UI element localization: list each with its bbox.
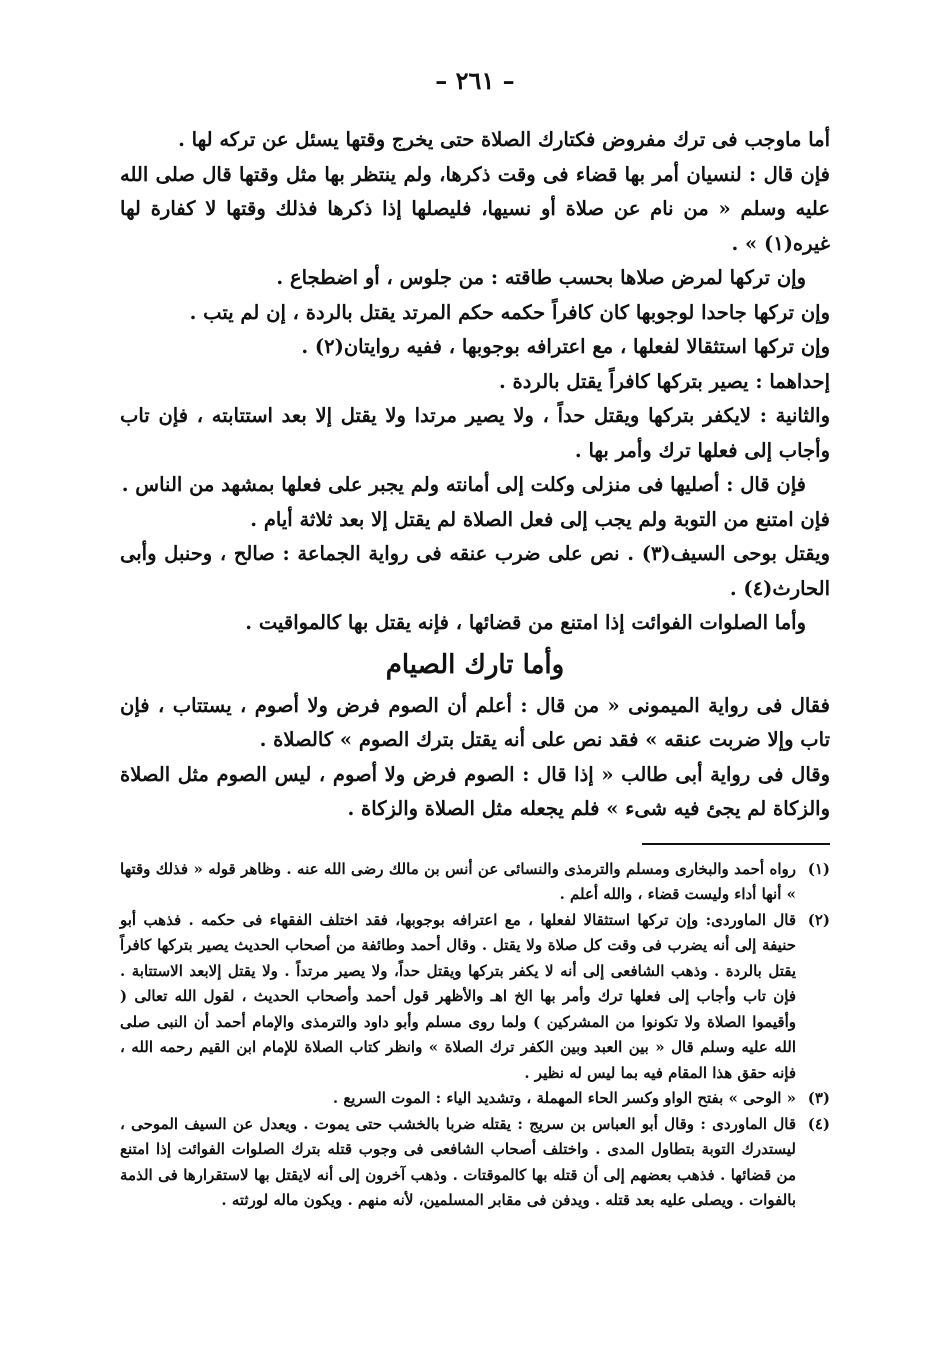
- paragraph: ويقتل بوحى السيف(٣) . نص على ضرب عنقه فى رواية الجماعة : صالح ، وحنبل وأبى الحارث(٤) .: [120, 542, 830, 600]
- page-number: – ٢٦١ –: [435, 66, 515, 95]
- paragraph: وأما الصلوات الفوائت إذا امتنع من قضائها ، فإنه يقتل بها كالمواقيت .: [245, 611, 806, 634]
- paragraph: وإن تركها استثقالا لفعلها ، مع اعترافه بوجوبها ، ففيه روايتان(٢) .: [301, 335, 830, 358]
- footnote: [120, 1112, 830, 1214]
- paragraph: إحداهما : يصير بتركها كافراً يقتل بالردة .: [498, 369, 830, 393]
- paragraph: فإن قال : لنسيان أمر بها قضاء فى وقت ذكرها، ولم ينتظر بها مثل وقتها قال صلى الله عليه وسلم « من نام عن صلاة أو نسيها، فليصلها إذا ذكرها فذلك وقتها لا كفارة لها غيره(١) » .: [120, 162, 830, 255]
- footnote-divider: [642, 843, 830, 845]
- footnote-number: (٢): [807, 910, 830, 929]
- footnote-text: قال الماوردى : وقال أبو العباس بن سريج : يقتله ضربا بالخشب حتى يموت . ويعدل عن السيف الموحى ، ليستدرك التوبة بتطاول المدى . واختلف أصحاب الشافعى فى وجوب قتله بترك الصلوات الفوائت إذا امتنع من قضائها . فذهب بعضهم إلى أن قتله بها كالموقتات . وذهب آخرون إلى أنه لايقتل بها لاستقرارها فى الذمة بالفوات . ويصلى عليه بعد قتله . ويدفن فى مقابر المسلمين، لأنه منهم . ويكون ماله لورثته .: [120, 1114, 796, 1209]
- footnote-number: (٤): [807, 1114, 830, 1133]
- paragraph: وإن تركها جاحدا لوجوبها كان كافراً حكمه حكم المرتد يقتل بالردة ، إن لم يتب .: [189, 300, 830, 324]
- footnote-text: رواه أحمد والبخارى ومسلم والترمذى والنسائى عن أنس بن مالك رضى الله عنه . وظاهر قوله « فذلك وقتها » أنها أداء وليست قضاء ، والله أعلم .: [120, 859, 796, 903]
- paragraph: فقال فى رواية الميمونى « من قال : أعلم أن الصوم فرض ولا أصوم ، يستتاب ، فإن تاب وإلا ضربت عنقه » فقد نص على أنه يقتل بترك الصوم » كالصلاة .: [120, 693, 830, 751]
- footnote-number: (١): [807, 859, 830, 878]
- footnote: [120, 1086, 830, 1112]
- paragraph: أما ماوجب فى ترك مفروض فكتارك الصلاة حتى يخرج وقتها يسئل عن تركه لها .: [178, 128, 830, 151]
- paragraph: فإن قال : أصليها فى منزلى وكلت إلى أمانته ولم يجبر على فعلها بمشهد من الناس .: [121, 473, 806, 496]
- paragraph: والثانية : لايكفر بتركها ويقتل حداً ، ولا يصير مرتدا ولا يقتل إلا بعد استتابته ، فإن تاب وأجاب إلى فعلها ترك وأمر بها .: [120, 404, 830, 462]
- paragraph: فإن امتنع من التوبة ولم يجب إلى فعل الصلاة لم يقتل إلا بعد ثلاثة أيام .: [250, 507, 830, 531]
- footnote: [120, 857, 830, 908]
- main-text: [120, 123, 830, 827]
- footnote-number: (٣): [807, 1089, 830, 1107]
- footnote: [120, 908, 830, 1087]
- paragraph: وإن تركها لمرض صلاها بحسب طاقته : من جلوس ، أو اضطجاع .: [276, 266, 806, 289]
- paragraph: وقال فى رواية أبى طالب « إذا قال : الصوم فرض ولا أصوم ، ليس الصوم مثل الصلاة والزكاة لم يجئ فيه شىء » فلم يجعله مثل الصلاة والزكاة .: [120, 762, 830, 820]
- footnote-text: قال الماوردى: وإن تركها استثقالا لفعلها ، مع اعترافه بوجوبها، فقد اختلف الفقهاء فى حكمه . فذهب أبو حنيفة إلى أنه يضرب فى وقت كل صلاة ولا يقتل . وقال أحمد وطائفة من أصحاب الحديث يصير بتركها كافراً يقتل بالردة . وذهب الشافعى إلى أنه لا يكفر بتركها ويقتل حداً، ولا يصير مرتداً . ولا يقتل إلابعد الاستتابة . فإن تاب وأجاب إلى فعلها ترك وأمر بها الخ اهـ والأظهر قول أحمد وأصحاب الحديث ، لقول الله تعالى ( وأقيموا الصلاة ولا تكونوا من المشركين ) ولما روى مسلم وأبو داود والترمذى والإمام أحمد أن النبى صلى الله عليه وسلم قال « بين العبد وبين الكفر ترك الصلاة » وانظر كتاب الصلاة للإمام ابن القيم رحمه الله ، فإنه حقق هذا المقام فيه بما ليس له نظير .: [120, 910, 796, 1082]
- footnote-text: « الوحى » بفتح الواو وكسر الحاء المهملة ، وتشديد الياء : الموت السريع .: [332, 1089, 796, 1107]
- section-heading: وأما تارك الصيام: [385, 649, 565, 680]
- footnotes: [120, 857, 830, 1214]
